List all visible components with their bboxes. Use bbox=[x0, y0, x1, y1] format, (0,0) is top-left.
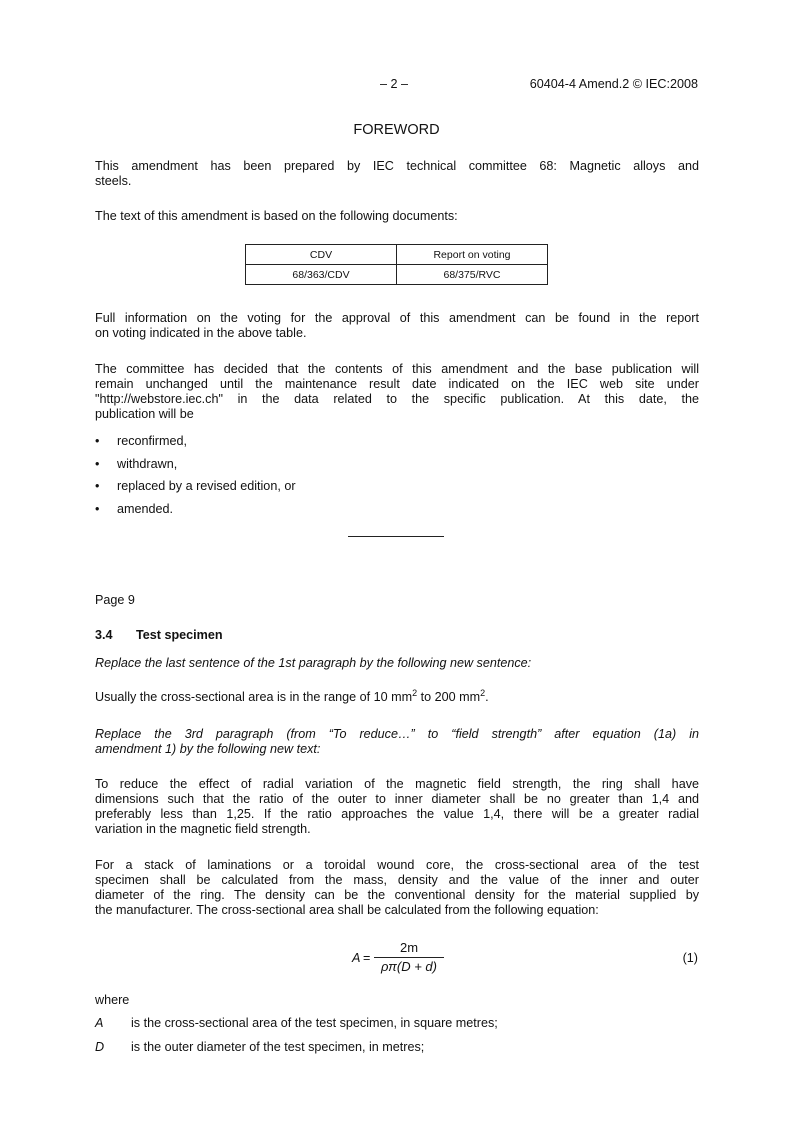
equation-denominator: ρπ(D + d) bbox=[381, 959, 437, 974]
foreword-title: FOREWORD bbox=[353, 122, 440, 138]
section-heading bbox=[95, 628, 223, 643]
new-sentence bbox=[95, 687, 699, 705]
table-header-row bbox=[246, 245, 548, 265]
equation-fraction bbox=[374, 940, 444, 975]
text-line: Full information on the voting for the approval of this amendment can be found in the report bbox=[95, 311, 699, 325]
text-line: publication will be bbox=[95, 407, 194, 421]
bullet-icon: • bbox=[95, 456, 100, 471]
voting-documents-table bbox=[245, 244, 548, 285]
text-line: diameter of the ring. The density can be the conventional density for the material supplied by bbox=[95, 888, 699, 902]
table-header-cell: Report on voting bbox=[397, 245, 548, 265]
symbol: A bbox=[95, 1016, 104, 1030]
text-line: "http://webstore.iec.ch" in the data related to the specific publication. At this date, the bbox=[95, 392, 699, 406]
document-reference: 60404-4 Amend.2 © IEC:2008 bbox=[529, 77, 698, 91]
bullet-icon: • bbox=[95, 479, 100, 493]
foreword-paragraph-4 bbox=[95, 362, 699, 422]
bullet-icon: • bbox=[95, 434, 100, 448]
foreword-paragraph-2 bbox=[95, 209, 699, 224]
text-line: The text of this amendment is based on the following documents: bbox=[95, 209, 458, 223]
paragraph-stack bbox=[95, 858, 699, 918]
text-line: steels. bbox=[95, 174, 132, 188]
text-line: remain unchanged until the maintenance result date indicated on the IEC web site under bbox=[95, 377, 699, 391]
paragraph-reduce-effect bbox=[95, 777, 699, 837]
equation-equals: = bbox=[363, 951, 371, 965]
sentence-middle: to 200 mm bbox=[417, 690, 481, 704]
text-line: To reduce the effect of radial variation of the magnetic field strength, the ring shall have bbox=[95, 777, 699, 791]
list-item-label: replaced by a revised edition, or bbox=[117, 479, 296, 493]
symbol: D bbox=[95, 1040, 105, 1054]
list-item-label: reconfirmed, bbox=[117, 434, 187, 448]
sentence-prefix: Usually the cross-sectional area is in the range of 10 mm bbox=[95, 690, 413, 704]
page-reference: Page 9 bbox=[95, 593, 135, 607]
text-line: dimensions such that the ratio of the outer to inner diameter shall be no greater than 1,4 and bbox=[95, 792, 699, 806]
list-item-label: withdrawn, bbox=[117, 456, 178, 471]
equation-numerator bbox=[374, 940, 444, 956]
section-divider bbox=[348, 536, 444, 537]
sentence-suffix: . bbox=[485, 690, 489, 704]
list-item-label: amended. bbox=[117, 501, 174, 516]
superscript: 2 bbox=[480, 687, 486, 698]
foreword-paragraph-3 bbox=[95, 311, 699, 341]
page-number: – 2 – bbox=[380, 77, 409, 91]
equation-number: (1) bbox=[682, 951, 698, 965]
table-row bbox=[246, 265, 548, 285]
symbol-definition: is the outer diameter of the test specimen, in metres; bbox=[131, 1040, 425, 1054]
symbol-definition: is the cross-sectional area of the test specimen, in square metres; bbox=[131, 1016, 498, 1030]
section-number: 3.4 bbox=[95, 628, 113, 642]
text-line: For a stack of laminations or a toroidal wound core, the cross-sectional area of the test bbox=[95, 858, 699, 872]
text-line: on voting indicated in the above table. bbox=[95, 326, 307, 340]
table-cell: 68/375/RVC bbox=[397, 265, 548, 285]
text-line: Replace the 3rd paragraph (from “To reduce…” to “field strength” after equation (1a) in bbox=[95, 727, 699, 741]
foreword-paragraph-1 bbox=[95, 159, 699, 189]
text-line: This amendment has been prepared by IEC technical committee 68: Magnetic alloys and bbox=[95, 159, 699, 173]
fraction-bar bbox=[374, 957, 444, 958]
text-line: amendment 1) by the following new text: bbox=[95, 742, 321, 756]
text-line: specimen shall be calculated from the mass, density and the value of the inner and outer bbox=[95, 873, 699, 887]
bullet-icon: • bbox=[95, 501, 100, 516]
table-cell: 68/363/CDV bbox=[246, 265, 397, 285]
where-label: where bbox=[95, 993, 130, 1007]
table-header-cell: CDV bbox=[246, 245, 397, 265]
superscript: 2 bbox=[412, 687, 418, 698]
text-line: Replace the last sentence of the 1st paragraph by the following new sentence: bbox=[95, 656, 532, 670]
instruction-2 bbox=[95, 727, 699, 757]
list-item bbox=[95, 502, 296, 525]
list-item bbox=[95, 434, 296, 457]
text-line: the manufacturer. The cross-sectional area shall be calculated from the following equation: bbox=[95, 903, 599, 917]
numerator-text: 2m bbox=[399, 940, 419, 955]
text-line bbox=[95, 687, 699, 705]
equation-lhs: A bbox=[352, 951, 361, 965]
text-line: preferably less than 1,25. If the ratio approaches the value 1,4, there will be a greater radial bbox=[95, 807, 699, 821]
instruction-1 bbox=[95, 656, 699, 671]
section-title: Test specimen bbox=[136, 628, 223, 642]
publication-status-list bbox=[95, 434, 296, 524]
text-line: variation in the magnetic field strength. bbox=[95, 822, 311, 836]
list-item bbox=[95, 457, 296, 480]
list-item bbox=[95, 479, 296, 502]
text-line: The committee has decided that the contents of this amendment and the base publication will bbox=[95, 362, 699, 376]
